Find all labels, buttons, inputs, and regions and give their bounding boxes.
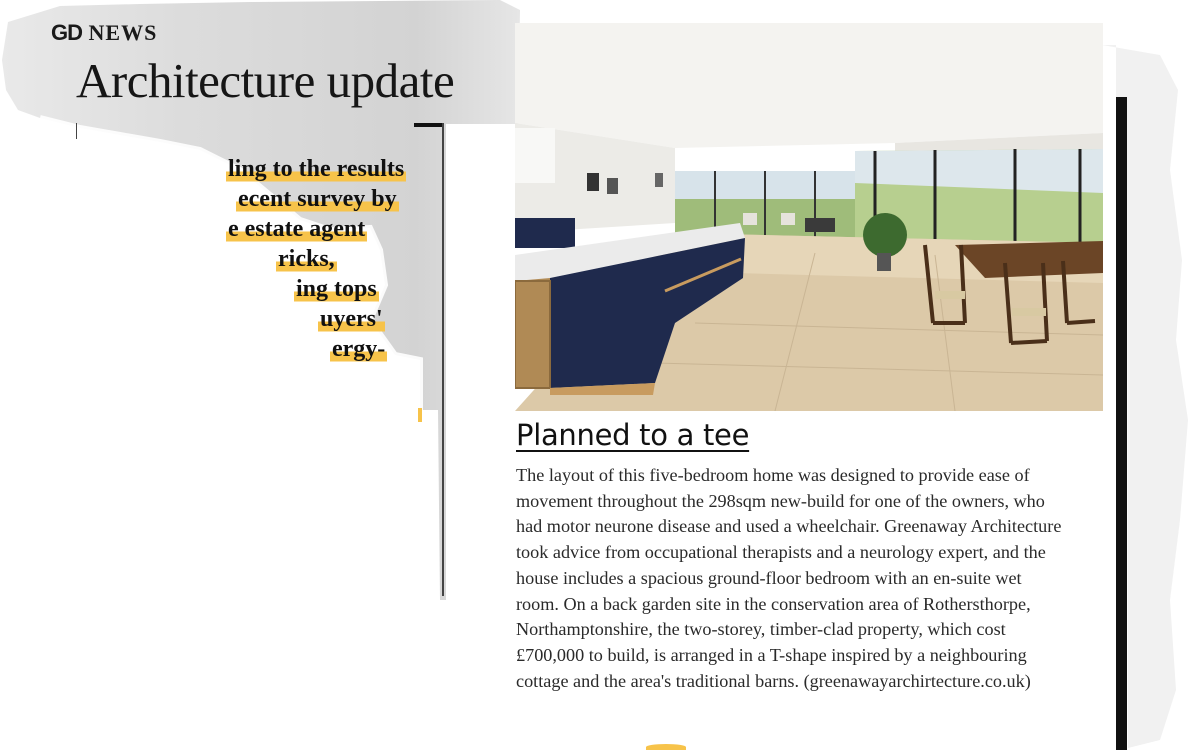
body-line: Northamptonshire, the two-storey, timber-clad property, which cost bbox=[516, 619, 1006, 640]
page-edge-bar bbox=[1116, 97, 1127, 750]
brand-word: NEWS bbox=[88, 20, 158, 45]
body-line: house includes a spacious ground-floor bedroom with an en-suite wet bbox=[516, 567, 1022, 588]
fragment-line: e estate agent bbox=[228, 216, 366, 242]
column-rule-right bbox=[442, 123, 444, 596]
fragment-line: ecent survey by bbox=[238, 186, 397, 212]
fragment-line: ing tops bbox=[296, 276, 377, 302]
page-headline: Architecture update bbox=[76, 53, 455, 108]
article-body bbox=[516, 463, 1116, 694]
publication-brand: GD NEWS bbox=[51, 20, 158, 45]
body-line: cottage and the area's traditional barns. (greenawayarchirtecture.co.uk) bbox=[516, 670, 1031, 691]
brand-mark: G bbox=[51, 20, 68, 45]
fragment-line: ergy- bbox=[332, 336, 386, 362]
column-rule-top bbox=[414, 123, 443, 127]
column-rule-left bbox=[76, 123, 77, 139]
body-line: took advice from occupational therapists and a neurology expert, and the bbox=[516, 542, 1046, 563]
body-line: The layout of this five-bedroom home was designed to provide ease of bbox=[516, 465, 1030, 485]
fragment-line: uyers' bbox=[320, 306, 383, 332]
highlight-fragment-bottom bbox=[646, 744, 686, 750]
body-line: £700,000 to build, is arranged in a T-shape inspired by a neighbouring bbox=[516, 644, 1027, 665]
highlight-fragment bbox=[418, 408, 422, 422]
fragment-line: ling to the results bbox=[228, 156, 405, 182]
article-title: Planned to a tee bbox=[516, 418, 750, 452]
body-line: had motor neurone disease and used a wheelchair. Greenaway Architecture bbox=[516, 516, 1062, 537]
body-line: room. On a back garden site in the conservation area of Rothersthorpe, bbox=[516, 593, 1031, 614]
fragment-line: ricks, bbox=[278, 246, 335, 272]
kitchen-interior-photo bbox=[515, 23, 1103, 411]
body-line: movement throughout the 298sqm new-build for one of the owners, who bbox=[516, 490, 1045, 511]
